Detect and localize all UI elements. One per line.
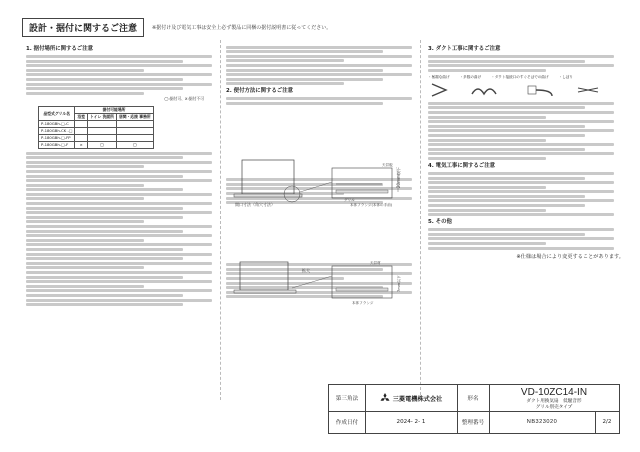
text-line (428, 213, 614, 216)
text-line (26, 87, 183, 90)
text-line (226, 69, 383, 72)
doc-label-cell: 整理番号 (457, 411, 490, 433)
header-notice: ※据付け及び電気工事は安全上必ず製品に同梱の据付説明書に従ってください。 (152, 25, 332, 31)
fan-body-outline (242, 160, 294, 194)
text-line (26, 92, 144, 95)
text-line (26, 165, 144, 168)
text-line (26, 303, 183, 306)
text-line (428, 64, 614, 67)
label-body-flange: 本体フランジ (352, 301, 374, 305)
model-number: VD-10ZC14-IN (520, 386, 588, 398)
column-right (428, 44, 624, 260)
label-opening: 開口寸法（角穴寸法） (235, 202, 275, 207)
title-block (328, 384, 620, 434)
table-cell (75, 134, 88, 141)
squeeze-shape (578, 88, 598, 92)
table-header-group: 据付可能場所 (75, 106, 153, 113)
text-line (428, 186, 546, 189)
ceiling-board (234, 194, 302, 197)
section-heading-duct: 3. ダクト工事に関するご注意 (428, 46, 501, 52)
text-line (428, 148, 585, 151)
table-row (39, 141, 154, 148)
text-line (26, 188, 183, 191)
text-line (26, 230, 183, 233)
text-line (226, 55, 412, 58)
table-cell (116, 127, 153, 134)
detail-ceiling-2 (336, 288, 388, 291)
detail-frame (332, 168, 392, 198)
text-line (26, 220, 144, 223)
installation-table (38, 106, 154, 149)
text-line (26, 299, 212, 302)
text-line (428, 242, 546, 245)
text-line (26, 211, 212, 214)
text-line (428, 195, 585, 198)
mitsubishi-logo-icon (380, 393, 390, 403)
table-header-toilet: トイレ 洗面所 (88, 113, 117, 120)
text-line (26, 55, 212, 58)
text-line (428, 228, 614, 231)
text-line (226, 50, 383, 53)
table-cell (75, 120, 88, 127)
label-squeeze: ・しぼり (558, 74, 573, 79)
model-desc-1: ダクト用換気扇 低騒音形 (526, 398, 582, 404)
label-zoom: 拡大 (302, 268, 310, 273)
spec-change-note: ※仕様は場合により変更することがあります。 (516, 253, 624, 260)
text-line (26, 73, 212, 76)
text-line (26, 285, 144, 288)
table-cell-model: P-180GBh-□-FP (39, 134, 75, 141)
text-line (428, 143, 614, 146)
label-extreme-bend: ・極端な曲げ (428, 74, 450, 79)
text-line (428, 55, 614, 58)
text-line (428, 120, 614, 123)
table-cell (116, 120, 153, 127)
table-cell (116, 134, 153, 141)
text-line (428, 102, 614, 105)
many-bends-shape (472, 89, 496, 94)
model-cell (489, 385, 619, 412)
third-angle-cell: 第三角法 (329, 385, 366, 412)
text-line (428, 177, 585, 180)
flange-detail-figure (232, 256, 412, 316)
table-cell (88, 120, 117, 127)
text-line (428, 209, 546, 212)
detail-ceiling (336, 190, 388, 193)
text-line (428, 106, 585, 109)
text-line (26, 202, 212, 205)
table-legend: ◯:据付可、X:据付不可 (164, 96, 204, 102)
text-line (26, 156, 183, 159)
date-cell: 2024- 2- 1 (365, 411, 458, 433)
table-cell (75, 127, 88, 134)
text-line (428, 181, 614, 184)
company-name: 三菱電機株式会社 (392, 395, 443, 403)
label-grille: グリル (344, 198, 355, 202)
model-desc-2: グリル別売タイプ (535, 404, 573, 410)
text-line (428, 60, 585, 63)
table-cell: ◯ (116, 141, 153, 148)
text-line (428, 139, 546, 142)
text-line (226, 78, 383, 81)
text-line (428, 152, 614, 155)
label-bend-near-port: ・ダクト接続口のすぐそばでの曲げ (491, 74, 549, 79)
fan-body-outline-2 (240, 262, 288, 290)
section-heading-electrical: 4. 電気工事に関するご注意 (428, 162, 495, 169)
text-line (26, 225, 212, 228)
text-line (26, 243, 212, 246)
duct-figure-labels (428, 74, 624, 80)
text-line (226, 46, 412, 49)
label-flange: 本体フランジ(本体の手前) (350, 203, 393, 207)
text-line (26, 197, 144, 200)
text-line (26, 234, 212, 237)
text-line (26, 184, 144, 187)
label-ceiling-material: 天井材 (370, 261, 381, 265)
zoom-leader (300, 182, 332, 192)
text-line (26, 239, 144, 242)
table-cell-model: P-180GBh-□-F (39, 141, 75, 148)
text-line (26, 253, 212, 256)
mounting-section-figure (232, 156, 412, 226)
table-cell (88, 134, 117, 141)
text-line (428, 125, 585, 128)
table-cell (88, 127, 117, 134)
text-line (428, 157, 546, 160)
text-line (26, 289, 212, 292)
duct-bad-examples-figure (428, 82, 618, 98)
text-line (428, 116, 546, 119)
table-cell: × (75, 141, 88, 148)
text-line (26, 276, 183, 279)
table-row (39, 134, 154, 141)
text-line (26, 262, 212, 265)
text-line (26, 280, 212, 283)
text-line (26, 175, 183, 178)
label-ceiling: 天井板 (382, 163, 393, 167)
text-line (26, 179, 212, 182)
section-heading-mounting: 2. 便付方法に関するご注意 (226, 88, 293, 95)
text-line (26, 216, 183, 219)
text-line (26, 193, 212, 196)
text-line (26, 161, 212, 164)
text-line (26, 69, 144, 72)
text-line (226, 59, 344, 62)
company-cell (365, 385, 458, 412)
text-line (428, 129, 614, 132)
text-line (226, 73, 412, 76)
text-line (26, 266, 144, 269)
text-line (26, 64, 212, 67)
near-port-bend-shape (536, 90, 552, 96)
text-line (26, 152, 212, 155)
text-line (428, 199, 614, 202)
text-line (428, 172, 614, 175)
table-header-model: 品型式グリル名 (39, 106, 75, 120)
duct-port-shape (528, 86, 536, 94)
section-heading-other: 5. その他 (428, 219, 452, 226)
text-line (428, 237, 614, 240)
table-row (39, 127, 154, 134)
label-20mm: 20mm以下 (396, 167, 401, 188)
table-cell-model: P-180GBh-CK -□ (39, 127, 75, 134)
text-line (26, 271, 212, 274)
text-line (26, 294, 183, 297)
page-number: 2/2 (602, 419, 612, 425)
label-many-bends: ・多数の曲げ (459, 74, 482, 79)
page-header (22, 18, 331, 37)
text-line (26, 170, 212, 173)
table-header-living: 居間・応接 事務所 (116, 113, 153, 120)
doc-number: NB323020 (489, 411, 596, 433)
model-label-cell: 形名 (457, 385, 490, 412)
text-line (226, 64, 412, 67)
extreme-bend-shape (432, 84, 446, 96)
section-heading-installation-location: 1. 据付場所に関するご注意 (26, 46, 93, 52)
detail-frame-2 (332, 266, 392, 298)
text-line (428, 69, 546, 72)
text-line (226, 82, 344, 85)
label-7mm: 7mm以下 (397, 275, 401, 292)
text-line (428, 247, 614, 250)
ceiling-board-2 (234, 290, 296, 293)
text-line (26, 60, 183, 63)
text-line (226, 102, 383, 105)
zoom-leader-2 (292, 276, 332, 288)
text-line (26, 78, 183, 81)
text-line (26, 207, 183, 210)
text-line (226, 97, 412, 100)
column-left (26, 44, 222, 308)
text-line (428, 134, 585, 137)
date-label-cell: 作成日付 (329, 411, 366, 433)
text-line (26, 257, 183, 260)
text-line (428, 190, 614, 193)
table-header-bath: 浴室 (75, 113, 88, 120)
table-cell-model: P-180GBh-□-C (39, 120, 75, 127)
text-line (26, 248, 183, 251)
text-line (26, 83, 212, 86)
text-line (428, 204, 585, 207)
table-cell: ◯ (88, 141, 117, 148)
text-line (428, 233, 585, 236)
text-line (428, 111, 614, 114)
table-row (39, 120, 154, 127)
page-title: 設計・据付に関するご注意 (22, 18, 144, 37)
